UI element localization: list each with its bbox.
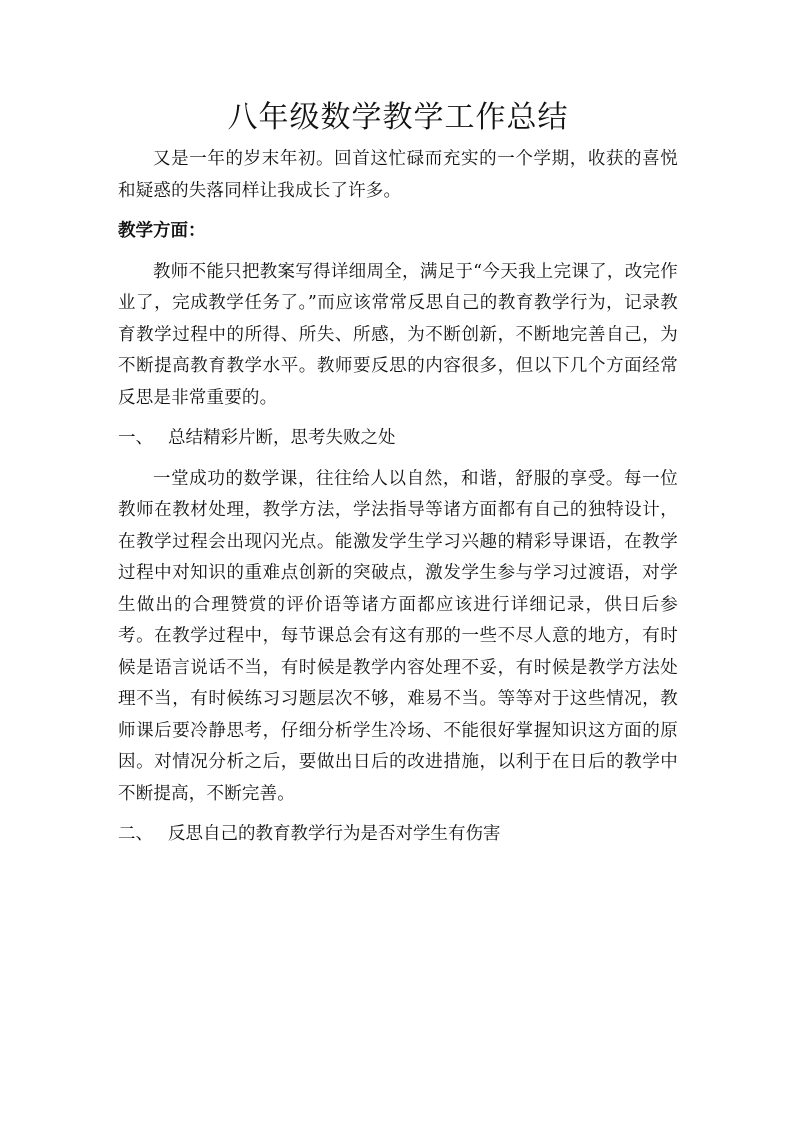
point-two-text: 反思自己的教育教学行为是否对学生有伤害 xyxy=(168,824,501,844)
point-one-heading xyxy=(118,423,678,455)
point-one-paragraph: 一堂成功的数学课，往往给人以自然，和谐，舒服的享受。每一位教师在教材处理，教学方法，学法指导等诸方面都有自己的独特设计，在教学过程会出现闪光点。能激发学生学习兴趣的精彩导课语，在教学过程中对知识的重难点创新的突破点，激发学生参与学习过渡语，对学生做出的合理赞赏的评价语等诸方面都应该进行详细记录，供日后参考。在教学过程中，每节课总会有这有那的一些不尽人意的地方，有时候是语言说话不当，有时候是教学内容处理不妥，有时候是教学方法处理不当，有时候练习习题层次不够，难易不当。等等对于这些情况，教师课后要冷静思考，仔细分析学生冷场、不能很好掌握知识这方面的原因。对情况分析之后，要做出日后的改进措施，以利于在日后的教学中不断提高，不断完善。 xyxy=(118,468,678,804)
section-heading: 教学方面： xyxy=(118,221,206,241)
document-title: 八年级数学教学工作总结 xyxy=(227,100,569,135)
document-page xyxy=(118,96,678,860)
point-two-heading xyxy=(118,819,678,851)
section-paragraph: 教师不能只把教案写得详细周全，满足于“今天我上完课了，改完作业了，完成教学任务了。”而应该常常反思自己的教育教学行为，记录教育教学过程中的所得、所失、所感，为不断创新，不断地完善自己，为不断提高教育教学水平。教师要反思的内容很多，但以下几个方面经常反思是非常重要的。 xyxy=(118,261,678,408)
point-one-text: 总结精彩片断，思考失败之处 xyxy=(168,428,396,448)
point-two-number: 二、 xyxy=(118,824,153,844)
point-one-number: 一、 xyxy=(118,428,153,448)
intro-paragraph: 又是一年的岁末年初。回首这忙碌而充实的一个学期，收获的喜悦和疑惑的失落同样让我成长了许多。 xyxy=(118,149,678,201)
